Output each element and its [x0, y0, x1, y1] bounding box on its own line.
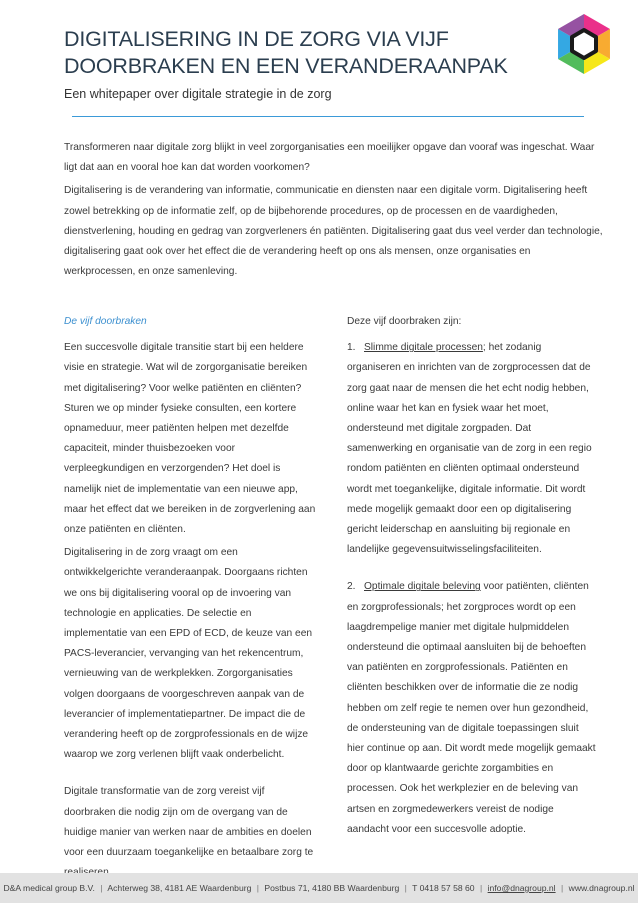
header-divider [72, 116, 584, 117]
intro-paragraph-2: Digitalisering is de verandering van informatie, communicatie en diensten naar een digitale vorm. Digitalisering heeft zowel betrekking op de informatie zelf, op de bijbehorende procedures, op de processen en de vaardigheden, dienstverlening, houding en gedrag van zorgverleners én patiënten. Digitalisering gaat dus veel verder dan technologie, digitalisering gaat ook over het effect die de verandering heeft op ons als mensen, onze organisaties en werkprocessen, en onze samenleving. [64, 185, 603, 278]
footer-separator: | [560, 883, 564, 893]
logo-inner-hexagon [572, 30, 596, 58]
footer-separator: | [256, 883, 259, 893]
footer-separator: | [100, 883, 103, 893]
title-line-2: DOORBRAKEN EN EEN VERANDERAANPAK [64, 54, 508, 78]
footer-phone: T 0418 57 58 60 [412, 883, 475, 893]
footer-address: Achterweg 38, 4181 AE Waardenburg [107, 883, 252, 893]
list-item-1-number: 1. [347, 342, 356, 354]
list-item-1-text: ; het zodanig organiseren en inrichten van de zorgprocessen dat de zorg gaat naar de mensen die het echt nodig hebben, online waar het kan en fysiek waar het moet, ondersteund met digitale zorgpaden. Dat samenwerking en organisatie van de zorg in een regio rondom patiënten en cliënten optimaal ondersteund wordt met toegankelijke, digitale informatie. Dit wordt mede mogelijk gemaakt door een op digitalisering gericht leiderschap en aansluiting bij regionale en landelijke gegevensuitwisselingsfaciliteiten. [347, 342, 592, 556]
list-item-2 [347, 577, 597, 840]
title-line-1: DIGITALISERING IN DE ZORG VIA VIJF [64, 27, 449, 51]
footer-website-link[interactable]: www.dnagroup.nl [568, 883, 635, 893]
footer-postbus: Postbus 71, 4180 BB Waardenburg [264, 883, 400, 893]
left-paragraph-2: Digitalisering in de zorg vraagt om een ontwikkelgerichte veranderaanpak. Doorgaans richten we ons bij digitalisering vooral op de invoering van technologie en applicaties. De selectie en implementatie van een EPD of ECD, de keuze van een PACS-leverancier, vervanging van het rekencentrum, vernieuwing van de werkplekken. Zorgorganisaties volgen doorgaans de voorgeschreven aanpak van de leverancier of implementatiepartner. De impact die de verandering heeft op de zorgprofessionals en de wijze waarop we zorg verlenen blijft vaak onderbelicht. [64, 547, 313, 761]
list-item-1 [347, 338, 597, 560]
footer-email-link[interactable]: info@dnagroup.nl [487, 883, 556, 893]
list-item-2-title: Optimale digitale beleving [364, 581, 481, 593]
page-footer [0, 873, 638, 903]
hexagon-logo-icon [553, 13, 615, 75]
intro-section [64, 138, 604, 285]
footer-company: D&A medical group B.V. [3, 883, 95, 893]
page-subtitle: Een whitepaper over digitale strategie in de zorg [64, 87, 332, 101]
right-column [347, 312, 597, 843]
left-column [64, 312, 316, 886]
spacer [347, 563, 597, 577]
list-item-2-number: 2. [347, 581, 356, 593]
footer-separator: | [479, 883, 483, 893]
left-paragraph-3: Digitale transformatie van de zorg vereist vijf doorbraken die nodig zijn om de overgang van de huidige manier van werken naar de ambities en doelen voor een duurzaam toegankelijke en betaalbare zorg te [64, 786, 314, 859]
left-paragraph-1: Een succesvolle digitale transitie start bij een heldere visie en strategie. Wat wil de zorgorganisatie bereiken met digitalisering? Voor welke patiënten en cliënten? Sturen we op minder fysieke consulten, een kortere opnameduur, meer patiënten helpen met dezelfde capaciteit, minder thuisbezoeken voor verpleegkundigen en verzorgenden? Het doel is namelijk niet de implementatie van een nieuwe app, maar het effect dat we bereiken in de zorgverlening aan onze patiënten en cliënten. [64, 342, 316, 536]
list-item-1-title: Slimme digitale processen [364, 342, 483, 354]
page-title [64, 26, 534, 80]
footer-separator: | [404, 883, 407, 893]
intro-paragraph-1: Transformeren naar digitale zorg blijkt in veel zorgorganisaties een moeilijker opgave dan vooraf was ingeschat. Waar ligt dat aan en vooral hoe kan dat worden voorkomen? [64, 142, 595, 174]
section-heading-doorbraken: De vijf doorbraken [64, 316, 147, 327]
spacer [64, 768, 316, 782]
list-item-2-text: voor patiënten, cliënten en zorgprofessionals; het zorgproces wordt op een laagdrempelige manier met digitale hulpmiddelen ondersteund die optimaal aansluiten bij de behoeften van patiënten en zorgprofessionals. Patiënten en cliënten beschikken over de informatie die ze nodig hebben om zelf regie te nemen over hun gezondheid, de ondersteuning van de digitale toepassingen sluit hier continue op aan. Dit wordt mede mogelijk gemaakt door op klantwaarde gerichte zorgambities en processen. Ook het werkplezier en de beleving van artsen en zorgmedewerkers vereist de nodige aandacht voor een succesvolle adoptie. [347, 581, 596, 835]
right-intro: Deze vijf doorbraken zijn: [347, 316, 462, 327]
